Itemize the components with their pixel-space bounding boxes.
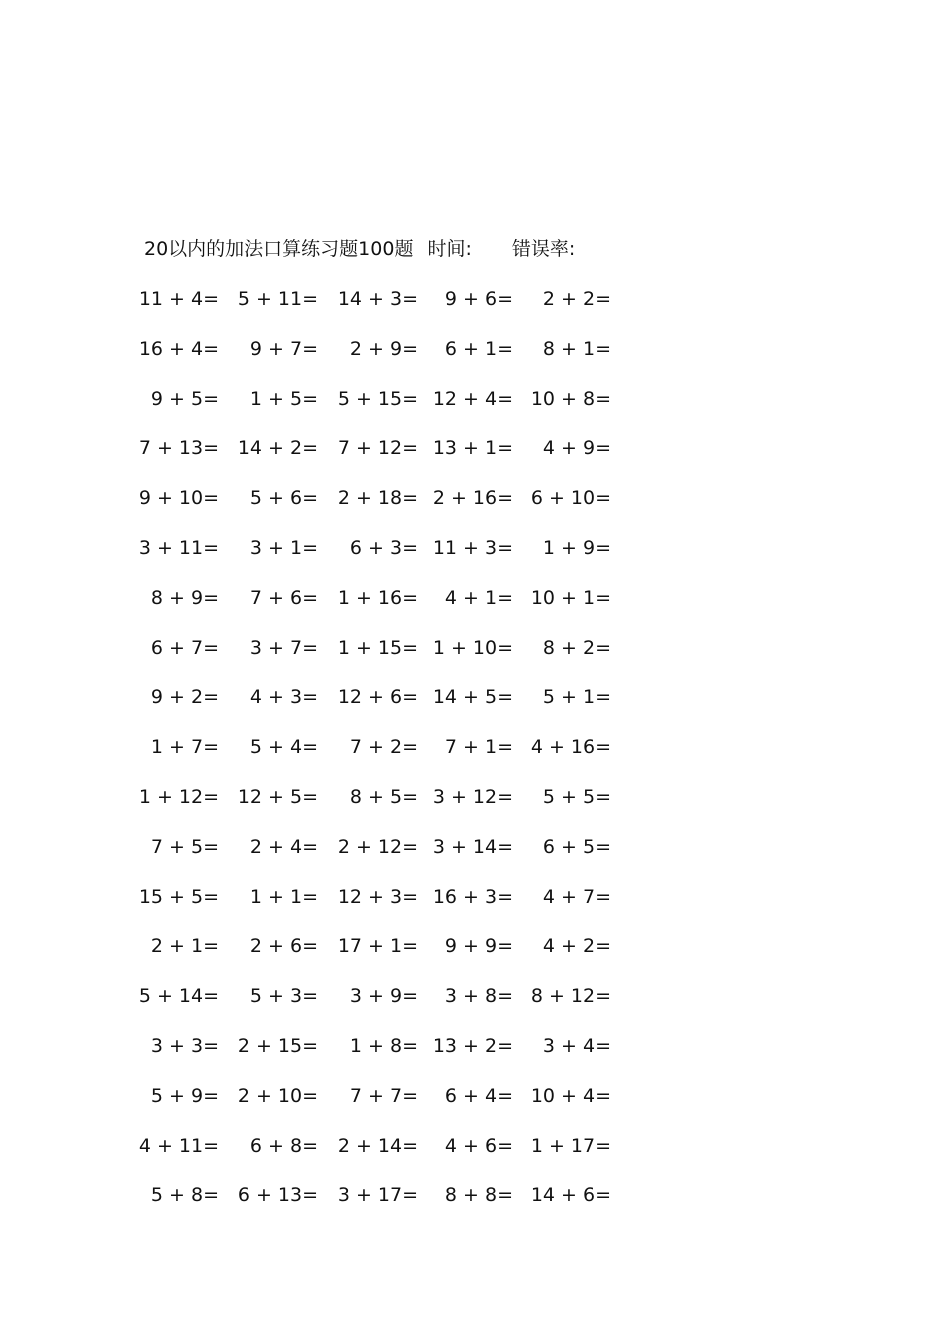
problem-item: 9 + 5=	[150, 387, 219, 410]
problem-item: 2 + 12=	[337, 835, 418, 858]
problem-item: 3 + 8=	[444, 985, 513, 1008]
problem-item: 5 + 11=	[237, 288, 318, 310]
problem-item: 4 + 11=	[138, 1134, 219, 1157]
problem-item: 1 + 9=	[542, 537, 611, 559]
problem-item: 6 + 4=	[444, 1084, 513, 1107]
problem-item: 14 + 5=	[432, 686, 513, 709]
problem-item: 4 + 3=	[249, 686, 318, 709]
problem-item: 4 + 6=	[444, 1134, 513, 1157]
problem-item: 2 + 15=	[237, 1035, 318, 1057]
problem-item: 1 + 16=	[337, 586, 418, 609]
problem-item: 3 + 11=	[138, 537, 219, 559]
problem-item: 12 + 5=	[237, 786, 318, 808]
problem-item: 10 + 8=	[530, 387, 611, 410]
problem-item: 6 + 8=	[249, 1134, 318, 1157]
problem-item: 1 + 10=	[432, 636, 513, 659]
problem-item: 9 + 10=	[138, 487, 219, 510]
problem-item: 8 + 2=	[542, 636, 611, 659]
problem-item: 5 + 6=	[249, 487, 318, 510]
problem-item: 1 + 7=	[150, 736, 219, 759]
problem-item: 9 + 2=	[150, 686, 219, 709]
problem-item: 8 + 9=	[150, 586, 219, 609]
problem-item: 14 + 6=	[530, 1184, 611, 1207]
problem-item: 13 + 1=	[432, 437, 513, 460]
problem-item: 16 + 3=	[432, 885, 513, 908]
error-rate-label: 错误率:	[511, 238, 576, 260]
problem-item: 8 + 12=	[530, 985, 611, 1008]
problem-item: 4 + 9=	[542, 437, 611, 460]
problem-item: 2 + 4=	[249, 835, 318, 858]
problem-item: 8 + 5=	[349, 786, 418, 808]
problem-item: 6 + 1=	[444, 337, 513, 360]
problem-item: 10 + 4=	[530, 1084, 611, 1107]
problem-item: 9 + 9=	[444, 935, 513, 958]
problem-item: 3 + 7=	[249, 636, 318, 659]
problem-item: 6 + 13=	[237, 1184, 318, 1207]
problem-item: 9 + 7=	[249, 337, 318, 360]
problem-item: 15 + 5=	[138, 885, 219, 908]
problem-item: 6 + 7=	[150, 636, 219, 659]
problem-item: 2 + 6=	[249, 935, 318, 958]
problem-item: 5 + 5=	[542, 786, 611, 808]
problem-item: 10 + 1=	[530, 586, 611, 609]
problem-item: 3 + 3=	[150, 1035, 219, 1057]
problem-item: 6 + 3=	[349, 537, 418, 559]
problem-item: 17 + 1=	[337, 935, 418, 958]
problem-item: 3 + 17=	[337, 1184, 418, 1207]
problem-item: 13 + 2=	[432, 1035, 513, 1057]
problem-item: 1 + 12=	[138, 786, 219, 808]
problem-item: 4 + 2=	[542, 935, 611, 958]
problem-item: 7 + 5=	[150, 835, 219, 858]
problem-item: 6 + 10=	[530, 487, 611, 510]
problem-item: 7 + 13=	[138, 437, 219, 460]
problem-item: 1 + 1=	[249, 885, 318, 908]
problem-item: 4 + 16=	[530, 736, 611, 759]
problem-item: 5 + 14=	[138, 985, 219, 1008]
problem-item: 12 + 3=	[337, 885, 418, 908]
problem-item: 6 + 5=	[542, 835, 611, 858]
problem-item: 1 + 8=	[349, 1035, 418, 1057]
problem-item: 2 + 2=	[542, 288, 611, 310]
problem-item: 7 + 7=	[349, 1084, 418, 1107]
problem-item: 2 + 10=	[237, 1084, 318, 1107]
problem-item: 4 + 7=	[542, 885, 611, 908]
problem-item: 5 + 8=	[150, 1184, 219, 1207]
problem-item: 7 + 2=	[349, 736, 418, 759]
problem-item: 2 + 18=	[337, 487, 418, 510]
worksheet-title: 20以内的加法口算练习题100题	[144, 238, 414, 260]
problem-item: 1 + 17=	[530, 1134, 611, 1157]
problem-item: 3 + 12=	[432, 786, 513, 808]
problem-item: 3 + 1=	[249, 537, 318, 559]
problem-item: 11 + 4=	[138, 288, 219, 310]
problem-item: 5 + 1=	[542, 686, 611, 709]
problem-item: 2 + 16=	[432, 487, 513, 510]
problem-item: 16 + 4=	[138, 337, 219, 360]
problem-item: 8 + 8=	[444, 1184, 513, 1207]
problem-item: 7 + 12=	[337, 437, 418, 460]
problem-item: 5 + 4=	[249, 736, 318, 759]
problem-item: 3 + 14=	[432, 835, 513, 858]
problem-item: 3 + 4=	[542, 1035, 611, 1057]
problem-item: 5 + 9=	[150, 1084, 219, 1107]
time-label: 时间:	[427, 238, 472, 260]
problem-item: 2 + 14=	[337, 1134, 418, 1157]
problem-item: 2 + 9=	[349, 337, 418, 360]
problem-item: 7 + 6=	[249, 586, 318, 609]
problem-item: 5 + 15=	[337, 387, 418, 410]
problem-item: 8 + 1=	[542, 337, 611, 360]
problem-item: 3 + 9=	[349, 985, 418, 1008]
problem-item: 2 + 1=	[150, 935, 219, 958]
problem-item: 7 + 1=	[444, 736, 513, 759]
problem-item: 9 + 6=	[444, 288, 513, 310]
problem-item: 11 + 3=	[432, 537, 513, 559]
problem-item: 5 + 3=	[249, 985, 318, 1008]
problem-item: 1 + 5=	[249, 387, 318, 410]
problem-item: 14 + 3=	[337, 288, 418, 310]
problem-item: 14 + 2=	[237, 437, 318, 460]
problem-item: 12 + 4=	[432, 387, 513, 410]
problem-item: 12 + 6=	[337, 686, 418, 709]
problem-item: 1 + 15=	[337, 636, 418, 659]
problem-item: 4 + 1=	[444, 586, 513, 609]
